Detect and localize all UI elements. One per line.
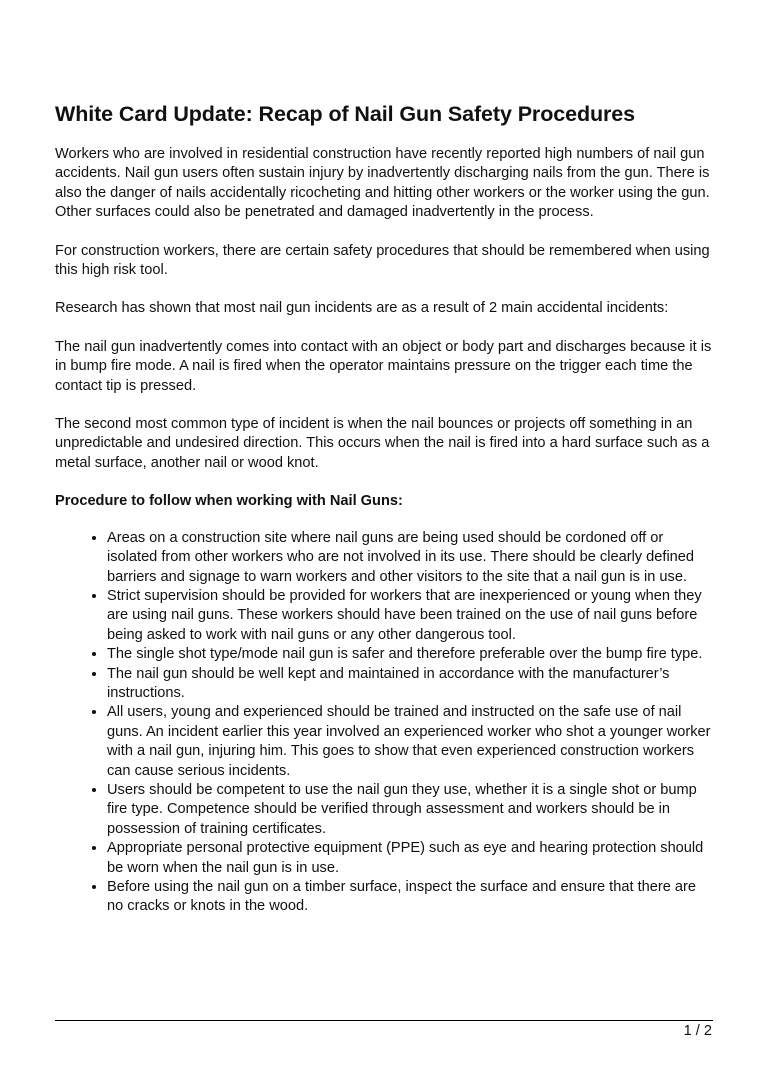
list-item: • Before using the nail gun on a timber surface, inspect the surface and ensure that there are no cracks or knots in the wood.	[107, 878, 715, 917]
list-item: • Appropriate personal protective equipment (PPE) such as eye and hearing protection should be worn when the nail gun is in use.	[107, 839, 715, 878]
list-item: • Strict supervision should be provided for workers that are inexperienced or young when they are using nail guns. These workers should have been trained on the use of nail guns before being asked to work with nail guns or any other dangerous tool.	[107, 587, 715, 645]
footer-divider	[55, 1020, 713, 1021]
list-item: • The single shot type/mode nail gun is safer and therefore preferable over the bump fire type.	[107, 645, 715, 664]
list-item: • Areas on a construction site where nail guns are being used should be cordoned off or isolated from other workers who are not involved in its use. There should be clearly defined barriers and signage to warn workers and other visitors to the site that a nail gun is in use.	[107, 529, 715, 587]
procedure-heading: Procedure to follow when working with Nail Guns:	[55, 493, 403, 510]
document-page	[55, 100, 715, 917]
list-item: • All users, young and experienced should be trained and instructed on the safe use of nail guns. An incident earlier this year involved an experienced worker who shot a younger worker with a nail gun, injuring him. This goes to show that even experienced construction workers can cause serious incidents.	[107, 703, 715, 781]
paragraph: The second most common type of incident is when the nail bounces or projects off something in an unpredictable and undesired direction. This occurs when the nail is fired into a hard surface such as a metal surface, another nail or wood knot.	[55, 416, 710, 471]
procedure-list	[55, 529, 715, 917]
list-item: • The nail gun should be well kept and maintained in accordance with the manufacturer’s instructions.	[107, 665, 715, 704]
document-title: White Card Update: Recap of Nail Gun Safety Procedures	[55, 102, 635, 126]
paragraph: Workers who are involved in residential construction have recently reported high numbers of nail gun accidents. Nail gun users often sustain injury by inadvertently discharging nails from the gun. There is also the danger of nails accidentally ricocheting and hitting other workers or the worker using the gun. Other surfaces could also be penetrated and damaged inadvertently in the process.	[55, 146, 710, 221]
paragraph: The nail gun inadvertently comes into contact with an object or body part and discharges because it is in bump fire mode. A nail is fired when the operator maintains pressure on the trigger each time the contact tip is pressed.	[55, 338, 712, 394]
paragraph: Research has shown that most nail gun incidents are as a result of 2 main accidental incidents:	[55, 300, 669, 317]
page-number: 1 / 2	[683, 1023, 712, 1039]
list-item: • Users should be competent to use the nail gun they use, whether it is a single shot or bump fire type. Competence should be verified through assessment and workers should be in possession of training certificates.	[107, 781, 715, 839]
paragraph: For construction workers, there are certain safety procedures that should be remembered when using this high risk tool.	[55, 242, 710, 279]
